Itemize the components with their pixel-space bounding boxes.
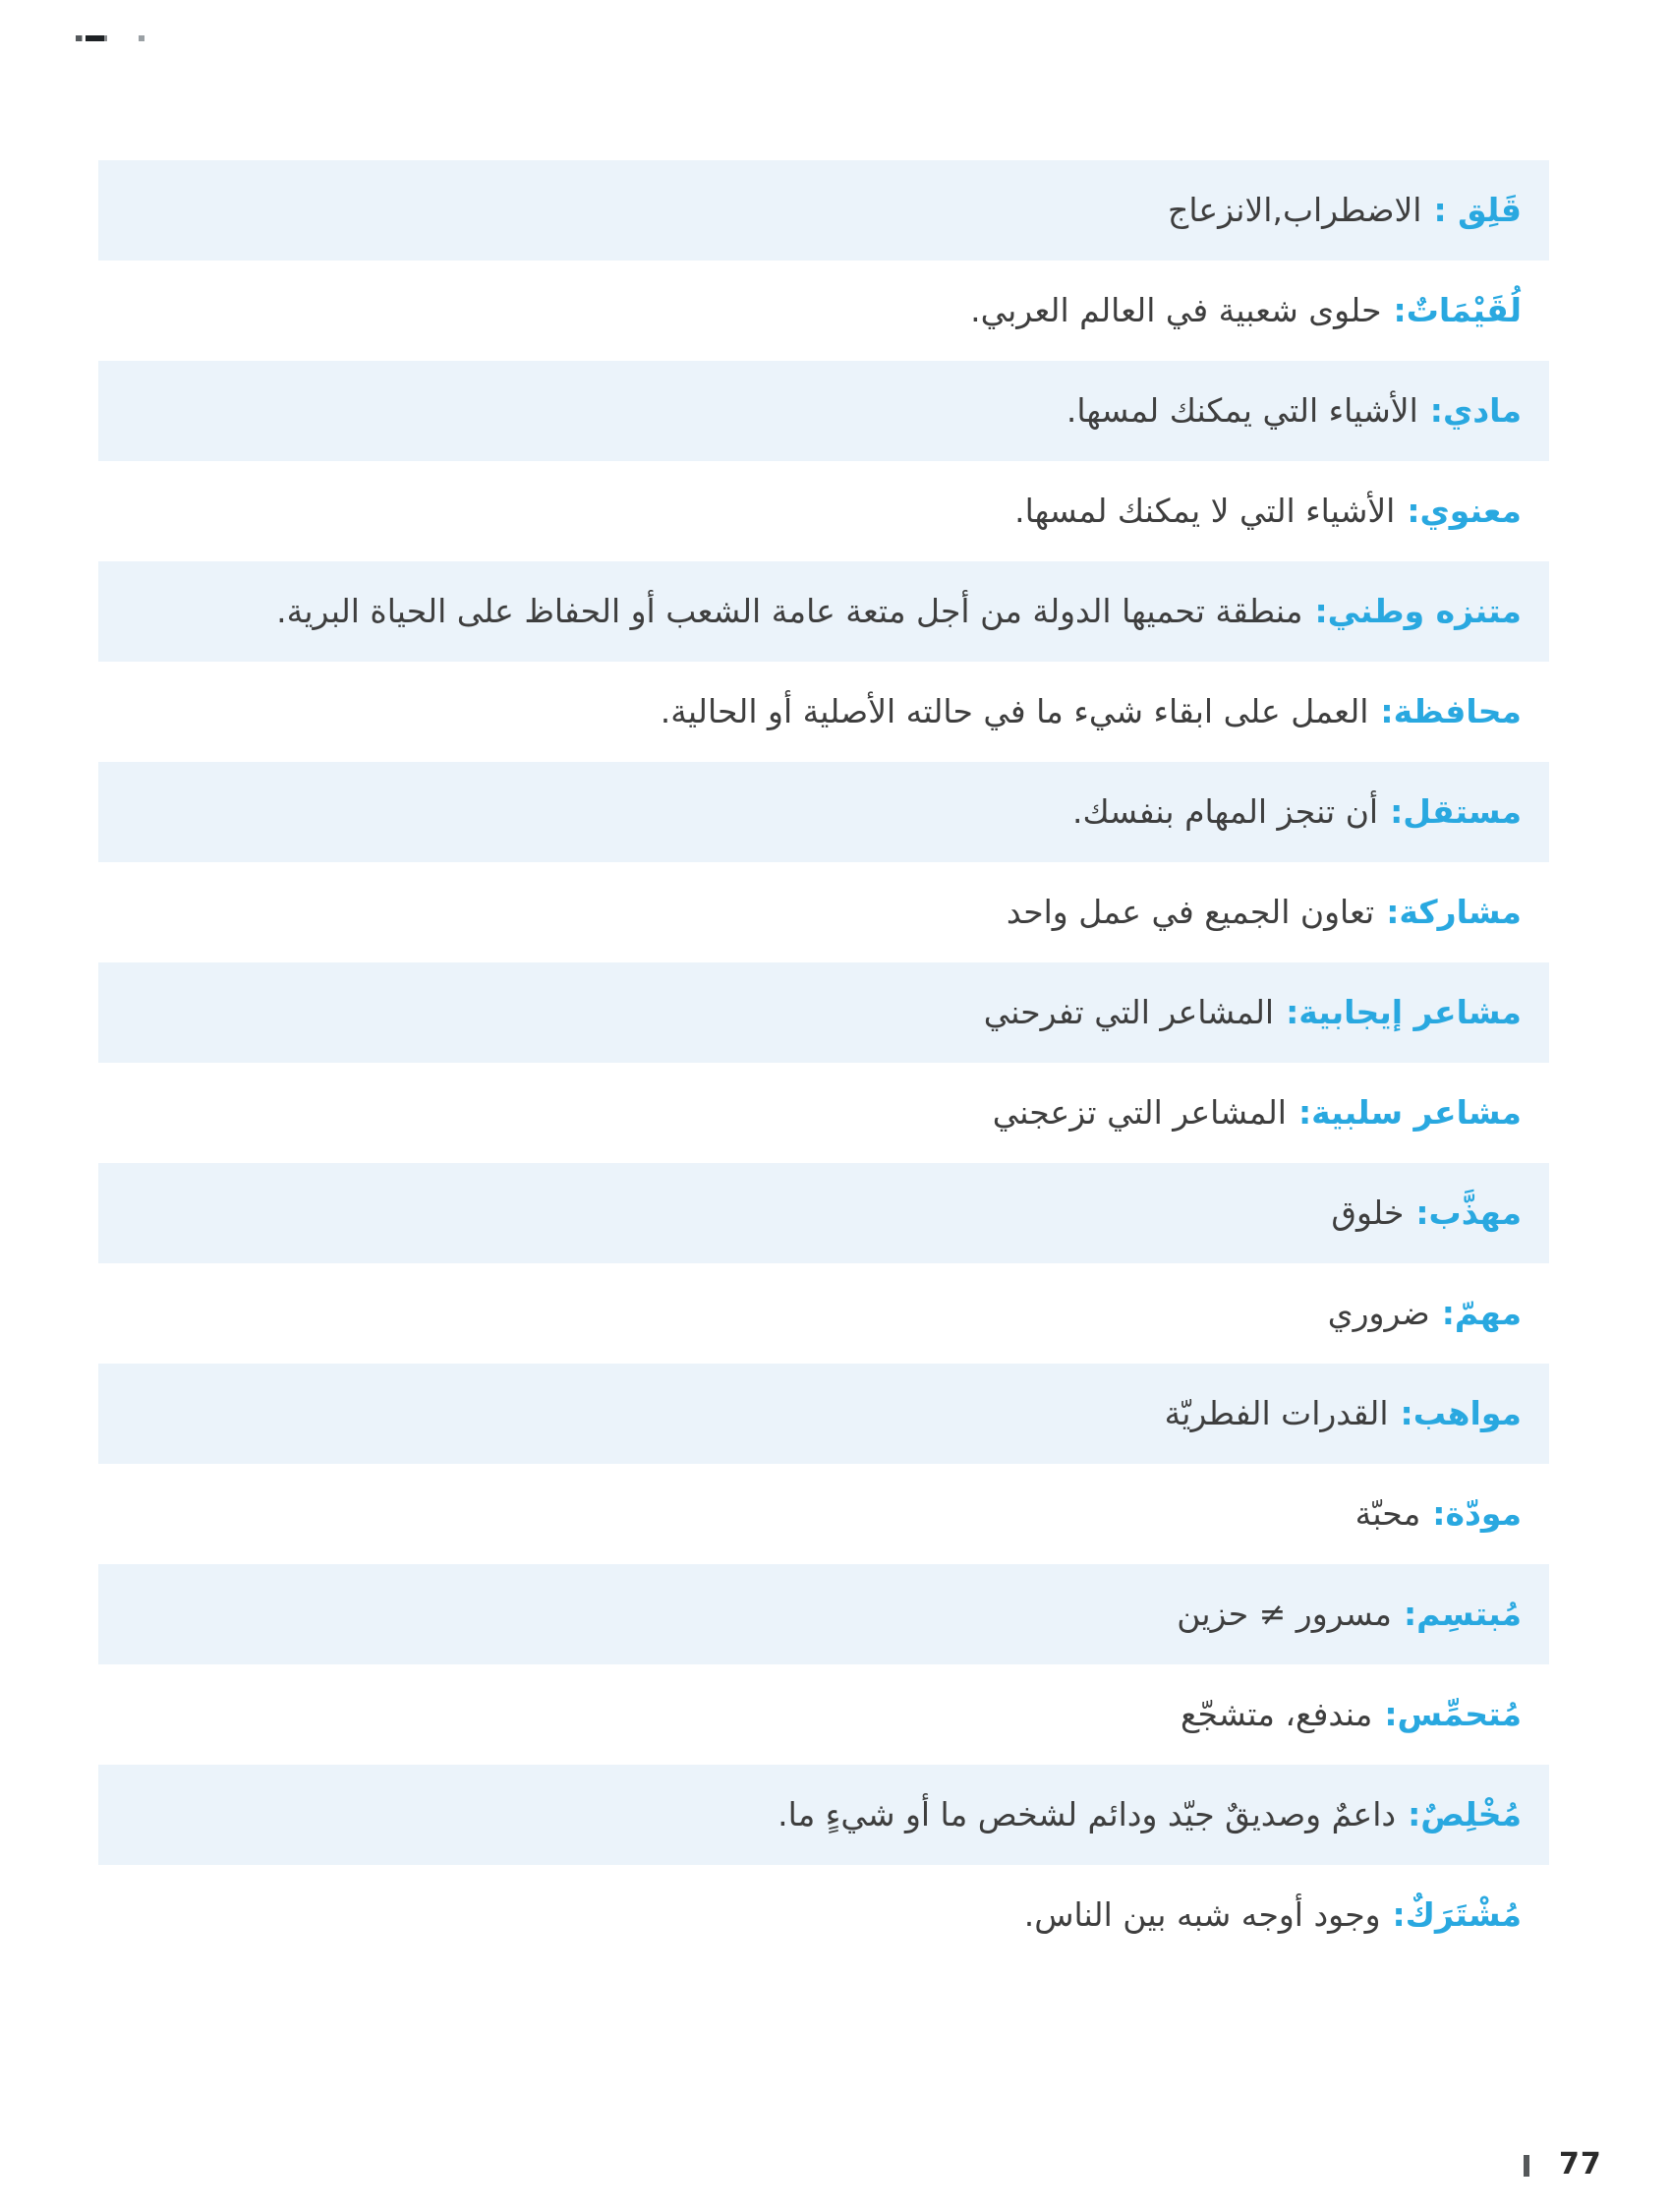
- term-label: مادي:: [1429, 391, 1522, 430]
- glossary-row: [98, 1765, 1549, 1865]
- term-definition: محبّة: [1354, 1494, 1421, 1533]
- term-label: مشاعر سلبية:: [1297, 1093, 1522, 1132]
- cropped-text-fragment: [76, 35, 147, 41]
- term-label: معنوي:: [1407, 492, 1522, 530]
- glossary-row: [98, 662, 1549, 762]
- term-definition: تعاون الجميع في عمل واحد: [1006, 893, 1375, 931]
- footer-divider: [1524, 2155, 1529, 2177]
- term-label: مُخْلِصٌ:: [1408, 1795, 1522, 1834]
- glossary-row: [98, 1364, 1549, 1464]
- glossary-row: [98, 1664, 1549, 1765]
- glossary-row: [98, 1063, 1549, 1163]
- term-definition: وجود أوجه شبه بين الناس.: [1023, 1895, 1381, 1934]
- term-definition: الأشياء التي يمكنك لمسها.: [1066, 391, 1418, 430]
- term-definition: الأشياء التي لا يمكنك لمسها.: [1014, 492, 1396, 530]
- glossary-row: [98, 1464, 1549, 1564]
- page-footer: [0, 2147, 1671, 2186]
- term-label: مودّة:: [1432, 1494, 1522, 1533]
- term-label: مشاركة:: [1386, 893, 1522, 931]
- term-definition: داعمٌ وصديقٌ جيّد ودائم لشخص ما أو شيءٍ ما.: [778, 1795, 1397, 1834]
- glossary-row: [98, 962, 1549, 1063]
- term-label: مشاعر إيجابية:: [1286, 993, 1522, 1031]
- term-definition: المشاعر التي تزعجني: [992, 1093, 1287, 1132]
- glossary-row: [98, 361, 1549, 461]
- term-label: مهمّ:: [1441, 1294, 1522, 1332]
- page-number: 77: [1559, 2147, 1602, 2182]
- term-definition: المشاعر التي تفرحني: [983, 993, 1275, 1031]
- term-definition: حلوى شعبية في العالم العربي.: [970, 291, 1382, 329]
- term-label: مواهب:: [1400, 1394, 1522, 1432]
- term-label: لُقَيْمَاتٌ:: [1393, 291, 1522, 329]
- term-definition: خلوق: [1331, 1193, 1405, 1232]
- glossary-row: [98, 1564, 1549, 1664]
- term-label: مُتحمِّس:: [1384, 1695, 1522, 1733]
- glossary-row: [98, 261, 1549, 361]
- term-label: مُبتسِم:: [1403, 1595, 1522, 1633]
- term-label: قَلِق :: [1433, 191, 1522, 229]
- term-definition: منطقة تحميها الدولة من أجل متعة عامة الشعب أو الحفاظ على الحياة البرية.: [276, 592, 1303, 630]
- term-definition: مندفع، متشجّع: [1180, 1695, 1373, 1733]
- glossary-row: [98, 160, 1549, 261]
- term-label: مُشْتَرَكٌ:: [1392, 1895, 1522, 1934]
- term-definition: ضروري: [1327, 1294, 1430, 1332]
- term-label: محافظة:: [1380, 692, 1522, 730]
- term-label: مهذَّب:: [1415, 1193, 1522, 1232]
- term-definition: القدرات الفطريّة: [1164, 1394, 1389, 1432]
- term-definition: العمل على ابقاء شيء ما في حالته الأصلية أو الحالية.: [660, 692, 1369, 730]
- term-definition: مسرور ≠ حزين: [1177, 1595, 1392, 1633]
- glossary-row: [98, 561, 1549, 662]
- term-label: مستقل:: [1390, 792, 1522, 831]
- glossary-row: [98, 1263, 1549, 1364]
- term-label: متنزه وطني:: [1314, 592, 1522, 630]
- term-definition: أن تنجز المهام بنفسك.: [1072, 792, 1379, 831]
- glossary-row: [98, 461, 1549, 561]
- glossary-row: [98, 762, 1549, 862]
- term-definition: الاضطراب,الانزعاج: [1168, 191, 1422, 229]
- glossary-row: [98, 862, 1549, 962]
- glossary-row: [98, 1865, 1549, 1965]
- glossary-list: [98, 160, 1549, 1965]
- glossary-row: [98, 1163, 1549, 1263]
